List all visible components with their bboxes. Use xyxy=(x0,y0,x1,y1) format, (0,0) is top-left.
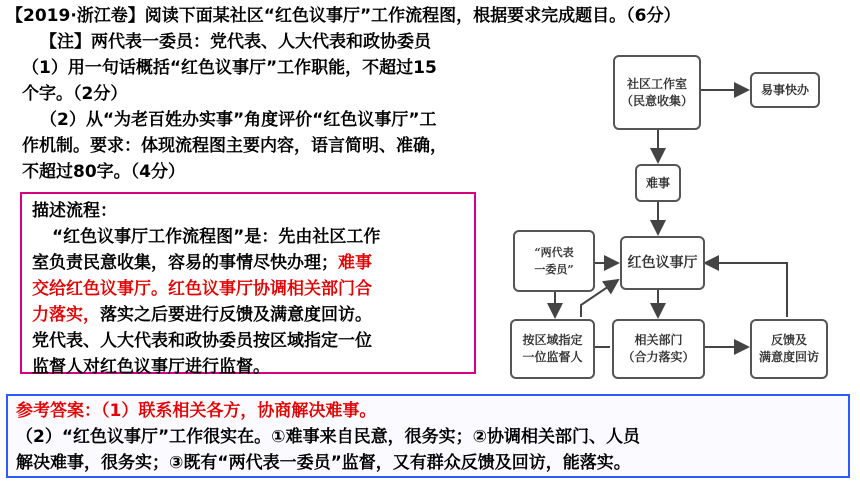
description-line: 党代表、人大代表和政协委员按区域指定一位 xyxy=(32,331,372,351)
easy-tasks-node: 易事快办 xyxy=(750,72,820,108)
red-council-hall-node: 红色议事厅 xyxy=(620,236,705,290)
description-line: “红色议事厅工作流程图”是：先由社区工作 xyxy=(52,227,381,247)
workflow-flowchart xyxy=(505,50,845,385)
description-title: 描述流程： xyxy=(32,201,117,221)
description-highlight-line: 交给红色议事厅。红色议事厅协调相关部门合 xyxy=(32,279,372,299)
answer-part1: 参考答案：（1）联系相关各方，协商解决难事。 xyxy=(16,401,377,421)
answer-part2-a: （2）“红色议事厅”工作很实在。①难事来自民意，很务实；②协调相关部门、人员 xyxy=(16,427,640,447)
description-text: 室负责民意收集，容易的事情尽快办理； xyxy=(32,253,338,273)
question-note: 【注】两代表一委员：党代表、人大代表和政协委员 xyxy=(40,32,431,52)
arrow-feedback-to-hall xyxy=(705,263,787,317)
hard-tasks-node: 难事 xyxy=(635,164,681,202)
question-heading: 【2019·浙江卷】阅读下面某社区“红色议事厅”工作流程图，根据要求完成题目。（6分） xyxy=(6,6,681,26)
description-line: 监督人对红色议事厅进行监督。 xyxy=(32,357,270,377)
question-part2-c: 不超过80字。（4分） xyxy=(22,162,185,182)
answer-part2-b: 解决难事，很务实；③既有“两代表一委员”监督，又有群众反馈及回访，能落实。 xyxy=(16,453,631,473)
description-text: 落实之后要进行反馈及满意度回访。 xyxy=(100,305,372,325)
description-line xyxy=(32,250,464,276)
description-line xyxy=(32,302,464,328)
community-office-node: 社区工作室 （民意收集） xyxy=(613,55,701,130)
related-departments-node: 相关部门 （合力落实） xyxy=(612,319,705,379)
two-reps-one-member-node: “两代表 一委员” xyxy=(513,230,595,292)
description-highlight: 难事 xyxy=(338,253,372,273)
reference-answer-box xyxy=(6,394,850,478)
supervisor-node: 按区域指定 一位监督人 xyxy=(510,319,595,379)
question-part2-a: （2）从“为老百姓办实事”角度评价“红色议事厅”工 xyxy=(40,110,437,130)
process-description-box xyxy=(20,192,476,377)
question-part2-b: 作机制。要求：体现流程图主要内容，语言简明、准确， xyxy=(22,136,447,156)
description-highlight: 力落实， xyxy=(32,305,100,325)
feedback-node: 反馈及 满意度回访 xyxy=(750,319,828,379)
question-part1-b: 个字。（2分） xyxy=(22,84,128,104)
question-part1-a: （1）用一句话概括“红色议事厅”工作职能，不超过15 xyxy=(22,58,437,78)
